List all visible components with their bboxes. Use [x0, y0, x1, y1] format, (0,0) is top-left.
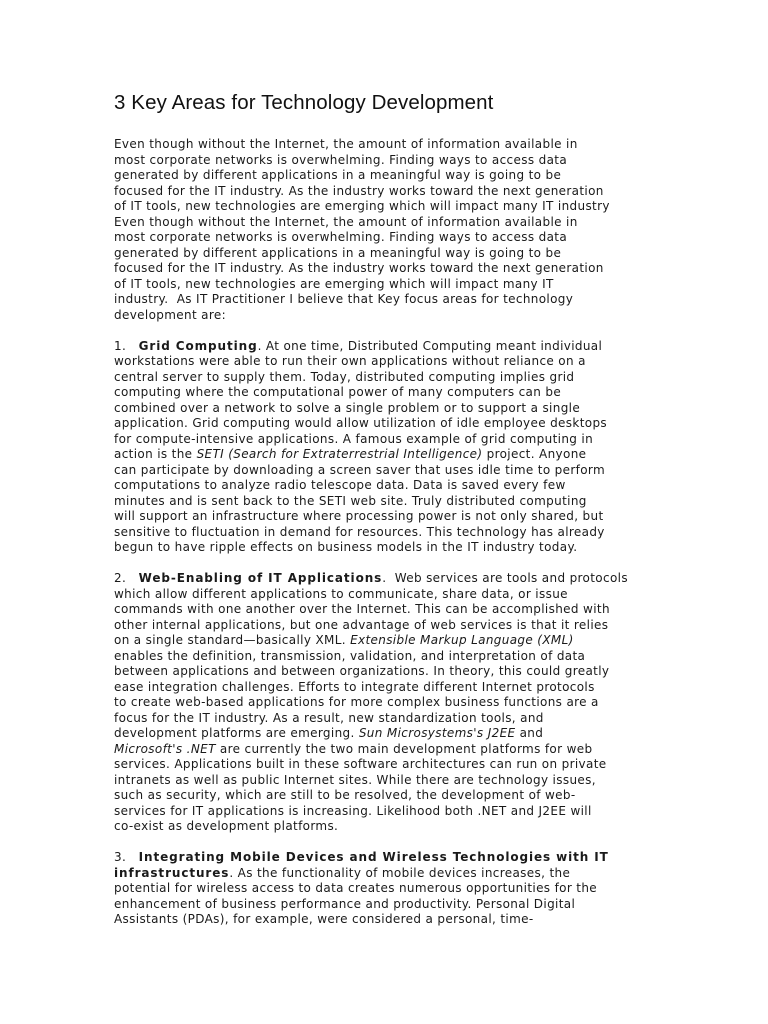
- bold-heading-text: Web-Enabling of IT Applications: [138, 571, 383, 585]
- text-line: [114, 463, 654, 479]
- text-line: [114, 401, 654, 417]
- text-run: combined over a network to solve a single problem or to support a single: [114, 400, 581, 415]
- text-run: Even though without the Internet, the amount of information available in: [114, 214, 578, 229]
- text-run: minutes and is sent back to the SETI web site. Truly distributed computing: [114, 493, 587, 508]
- text-run: potential for wireless access to data creates numerous opportunities for the: [114, 881, 598, 895]
- text-line: [114, 680, 654, 696]
- text-line: [114, 416, 654, 432]
- paragraph-4: [114, 850, 654, 928]
- text-run: computations to analyze radio telescope data. Data is saved every few: [114, 478, 566, 492]
- text-line: [114, 246, 654, 262]
- text-run: intranets as well as public Internet sites. While there are technology issues,: [114, 772, 596, 787]
- text-line: [114, 912, 654, 928]
- text-line: [114, 447, 654, 463]
- bold-heading-text: Grid Computing: [138, 338, 258, 353]
- text-run: workstations were able to run their own applications without reliance on a: [114, 354, 586, 368]
- text-run: . At one time, Distributed Computing meant individual: [257, 338, 603, 353]
- text-run: generated by different applications in a meaningful way is going to be: [114, 168, 562, 182]
- text-line: [114, 897, 654, 913]
- text-run: application. Grid computing would allow utilization of idle employee desktops: [114, 416, 608, 430]
- text-run: for compute-intensive applications. A famous example of grid computing in: [114, 431, 594, 446]
- text-run: of IT tools, new technologies are emerging which will impact many IT: [114, 276, 554, 291]
- italic-text: Extensible Markup Language (XML): [350, 633, 574, 647]
- text-run: computing where the computational power of many computers can be: [114, 385, 562, 399]
- text-line: [114, 649, 654, 665]
- text-run: . Web services are tools and protocols: [382, 571, 628, 585]
- text-run: focus for the IT industry. As a result, new standardization tools, and: [114, 710, 544, 725]
- text-run: 1.: [114, 338, 139, 353]
- text-run: industry. As IT Practitioner I believe that Key focus areas for technology: [114, 292, 574, 306]
- bold-heading-text: Integrating Mobile Devices and Wireless Technologies with IT: [138, 850, 609, 864]
- text-run: between applications and between organizations. In theory, this could greatly: [114, 664, 610, 678]
- text-line: [114, 711, 654, 727]
- text-line: [114, 168, 654, 184]
- text-line: [114, 277, 654, 293]
- text-run: enables the definition, transmission, validation, and interpretation of data: [114, 648, 586, 663]
- text-run: will support an infrastructure where processing power is not only shared, but: [114, 509, 604, 523]
- text-run: 2.: [114, 571, 139, 585]
- document-page: [114, 88, 654, 943]
- text-run: begun to have ripple effects on business models in the IT industry today.: [114, 540, 578, 554]
- text-line: [114, 137, 654, 153]
- text-line: [114, 540, 654, 556]
- text-line: [114, 370, 654, 386]
- text-line: [114, 292, 654, 308]
- text-line: [114, 571, 654, 587]
- text-run: such as security, which are still to be resolved, the development of web-: [114, 788, 576, 802]
- text-run: enhancement of business performance and productivity. Personal Digital: [114, 896, 576, 911]
- text-run: central server to supply them. Today, distributed computing implies grid: [114, 369, 575, 384]
- text-run: focused for the IT industry. As the industry works toward the next generation: [114, 183, 604, 198]
- text-line: [114, 819, 654, 835]
- text-line: [114, 215, 654, 231]
- italic-text: SETI (Search for Extraterrestrial Intelligence): [196, 447, 483, 461]
- text-line: [114, 633, 654, 649]
- text-line: [114, 261, 654, 277]
- text-line: [114, 432, 654, 448]
- text-line: [114, 494, 654, 510]
- italic-text: Sun Microsystems's J2EE: [358, 726, 516, 740]
- text-line: [114, 881, 654, 897]
- paragraph-2: [114, 339, 654, 556]
- text-line: [114, 153, 654, 169]
- paragraph-1: [114, 137, 654, 323]
- text-run: and: [515, 726, 544, 740]
- text-line: [114, 664, 654, 680]
- text-run: 3.: [114, 850, 139, 864]
- text-line: [114, 618, 654, 634]
- text-run: which allow different applications to communicate, share data, or issue: [114, 586, 568, 601]
- text-run: sensitive to fluctuation in demand for resources. This technology has already: [114, 524, 605, 539]
- text-run: action is the: [114, 447, 197, 461]
- text-run: . As the functionality of mobile devices increases, the: [229, 865, 571, 880]
- text-line: [114, 230, 654, 246]
- bold-heading-text: infrastructures: [114, 865, 230, 880]
- text-run: co-exist as development platforms.: [114, 819, 339, 833]
- text-run: development are:: [114, 307, 227, 322]
- text-line: [114, 308, 654, 324]
- text-line: [114, 525, 654, 541]
- text-line: [114, 602, 654, 618]
- italic-text: Microsoft's .NET: [114, 741, 216, 756]
- text-run: most corporate networks is overwhelming. Finding ways to access data: [114, 230, 568, 244]
- document-body: [114, 137, 654, 928]
- text-line: [114, 850, 654, 866]
- text-run: most corporate networks is overwhelming. Finding ways to access data: [114, 152, 568, 167]
- text-run: development platforms are emerging.: [114, 726, 359, 740]
- text-run: focused for the IT industry. As the industry works toward the next generation: [114, 261, 604, 275]
- text-line: [114, 866, 654, 882]
- text-line: [114, 339, 654, 355]
- document-title: 3 Key Areas for Technology Development: [114, 91, 494, 114]
- text-line: [114, 773, 654, 789]
- text-line: [114, 587, 654, 603]
- text-line: [114, 804, 654, 820]
- text-run: services for IT applications is increasing. Likelihood both .NET and J2EE will: [114, 803, 592, 818]
- text-run: can participate by downloading a screen saver that uses idle time to perform: [114, 462, 606, 477]
- text-line: [114, 509, 654, 525]
- text-run: commands with one another over the Internet. This can be accomplished with: [114, 602, 610, 616]
- text-run: generated by different applications in a meaningful way is going to be: [114, 245, 562, 260]
- text-run: other internal applications, but one advantage of web services is that it relies: [114, 617, 609, 632]
- text-line: [114, 385, 654, 401]
- text-line: [114, 199, 654, 215]
- text-line: [114, 788, 654, 804]
- text-run: Even though without the Internet, the amount of information available in: [114, 137, 578, 151]
- text-run: to create web-based applications for more complex business functions are a: [114, 695, 599, 709]
- text-line: [114, 757, 654, 773]
- text-run: ease integration challenges. Efforts to integrate different Internet protocols: [114, 679, 595, 694]
- text-run: services. Applications built in these software architectures can run on private: [114, 757, 607, 771]
- text-line: [114, 726, 654, 742]
- text-run: of IT tools, new technologies are emerging which will impact many IT industry: [114, 199, 610, 213]
- paragraph-3: [114, 571, 654, 835]
- text-line: [114, 742, 654, 758]
- text-run: project. Anyone: [482, 447, 587, 461]
- text-run: are currently the two main development platforms for web: [215, 741, 593, 756]
- text-line: [114, 184, 654, 200]
- text-line: [114, 695, 654, 711]
- text-run: on a single standard—basically XML.: [114, 633, 351, 647]
- text-line: [114, 478, 654, 494]
- text-line: [114, 354, 654, 370]
- text-run: Assistants (PDAs), for example, were considered a personal, time-: [114, 912, 534, 926]
